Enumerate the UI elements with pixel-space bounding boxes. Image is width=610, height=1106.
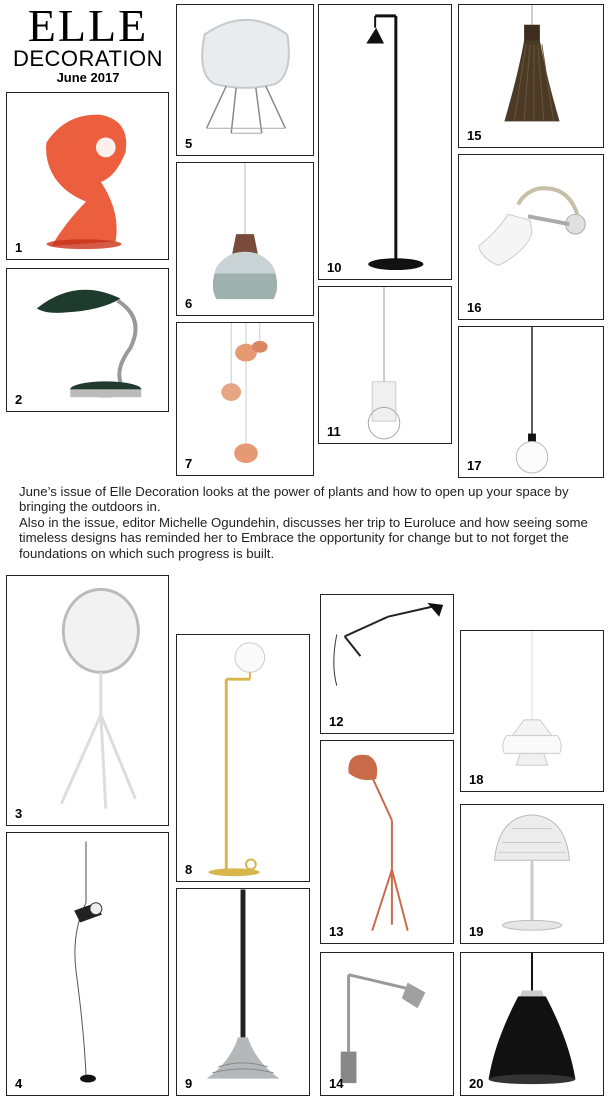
item-number: 17 bbox=[467, 458, 482, 473]
product-card-15[interactable] bbox=[458, 4, 604, 148]
intro-text bbox=[19, 484, 604, 561]
silver-task-lamp-icon bbox=[321, 953, 453, 1095]
item-number: 8 bbox=[185, 862, 193, 877]
grey-tiered-pendant-icon bbox=[177, 163, 313, 315]
item-number: 5 bbox=[185, 136, 193, 151]
item-number: 9 bbox=[185, 1076, 193, 1091]
clear-acrylic-chair-icon bbox=[177, 5, 313, 155]
product-card-7[interactable] bbox=[176, 322, 314, 476]
item-number: 13 bbox=[329, 924, 344, 939]
white-tiered-pendant-icon bbox=[461, 631, 603, 791]
product-card-13[interactable] bbox=[320, 740, 454, 944]
item-number: 20 bbox=[469, 1076, 484, 1091]
copper-grasshopper-floor-lamp-icon bbox=[321, 741, 453, 943]
porcelain-wall-light-icon bbox=[459, 155, 603, 319]
product-card-14[interactable] bbox=[320, 952, 454, 1096]
product-card-5[interactable] bbox=[176, 4, 314, 156]
item-number: 3 bbox=[15, 806, 23, 821]
product-card-10[interactable] bbox=[318, 4, 452, 280]
product-card-20[interactable] bbox=[460, 952, 604, 1096]
red-acrylic-table-lamp-icon bbox=[7, 93, 168, 259]
product-card-4[interactable] bbox=[6, 832, 169, 1096]
masthead bbox=[8, 0, 168, 86]
black-wall-arm-lamp-icon bbox=[321, 595, 453, 733]
product-card-19[interactable] bbox=[460, 804, 604, 944]
product-card-1[interactable] bbox=[6, 92, 169, 260]
item-number: 12 bbox=[329, 714, 344, 729]
item-number: 2 bbox=[15, 392, 23, 407]
marble-bulb-pendant-icon bbox=[319, 287, 451, 443]
product-card-11[interactable] bbox=[318, 286, 452, 444]
item-number: 19 bbox=[469, 924, 484, 939]
item-number: 14 bbox=[329, 1076, 344, 1091]
item-number: 10 bbox=[327, 260, 342, 275]
intro-paragraph-1: June’s issue of Elle Decoration looks at the power of plants and how to open up your space by bringing the outdoors in. bbox=[19, 484, 569, 515]
item-number: 16 bbox=[467, 300, 482, 315]
white-tripod-floor-lamp-icon bbox=[7, 576, 168, 825]
counterweight-pendant-lamp-icon bbox=[7, 833, 168, 1095]
item-number: 1 bbox=[15, 240, 23, 255]
brand-bottom: DECORATION bbox=[12, 46, 164, 71]
item-number: 15 bbox=[467, 128, 482, 143]
product-card-8[interactable] bbox=[176, 634, 310, 882]
item-number: 18 bbox=[469, 772, 484, 787]
product-card-9[interactable] bbox=[176, 888, 310, 1096]
item-number: 6 bbox=[185, 296, 193, 311]
product-card-2[interactable] bbox=[6, 268, 169, 412]
product-card-16[interactable] bbox=[458, 154, 604, 320]
copper-glass-pendant-cluster-icon bbox=[177, 323, 313, 475]
white-tatou-table-lamp-icon bbox=[461, 805, 603, 943]
wooden-slatted-pendant-icon bbox=[459, 5, 603, 147]
product-card-6[interactable] bbox=[176, 162, 314, 316]
item-number: 11 bbox=[327, 424, 341, 439]
item-number: 4 bbox=[15, 1076, 23, 1091]
black-bell-pendant-icon bbox=[461, 953, 603, 1095]
product-card-3[interactable] bbox=[6, 575, 169, 826]
green-desk-lamp-icon bbox=[7, 269, 168, 411]
product-card-17[interactable] bbox=[458, 326, 604, 478]
silver-cone-pendant-icon bbox=[177, 889, 309, 1095]
brass-globe-floor-lamp-icon bbox=[177, 635, 309, 881]
bare-bulb-pendant-icon bbox=[459, 327, 603, 477]
intro-paragraph-2: Also in the issue, editor Michelle Ogundehin, discusses her trip to Euroluce and how seeing some timeless designs has reminded her to Embrace the opportunity for change but to not forget the foundations on which such progress is built. bbox=[19, 514, 588, 561]
product-card-18[interactable] bbox=[460, 630, 604, 792]
item-number: 7 bbox=[185, 456, 193, 471]
issue-date: June 2017 bbox=[56, 70, 120, 85]
product-card-12[interactable] bbox=[320, 594, 454, 734]
brand-top: ELLE bbox=[27, 0, 149, 51]
black-arc-floor-lamp-icon bbox=[319, 5, 451, 279]
